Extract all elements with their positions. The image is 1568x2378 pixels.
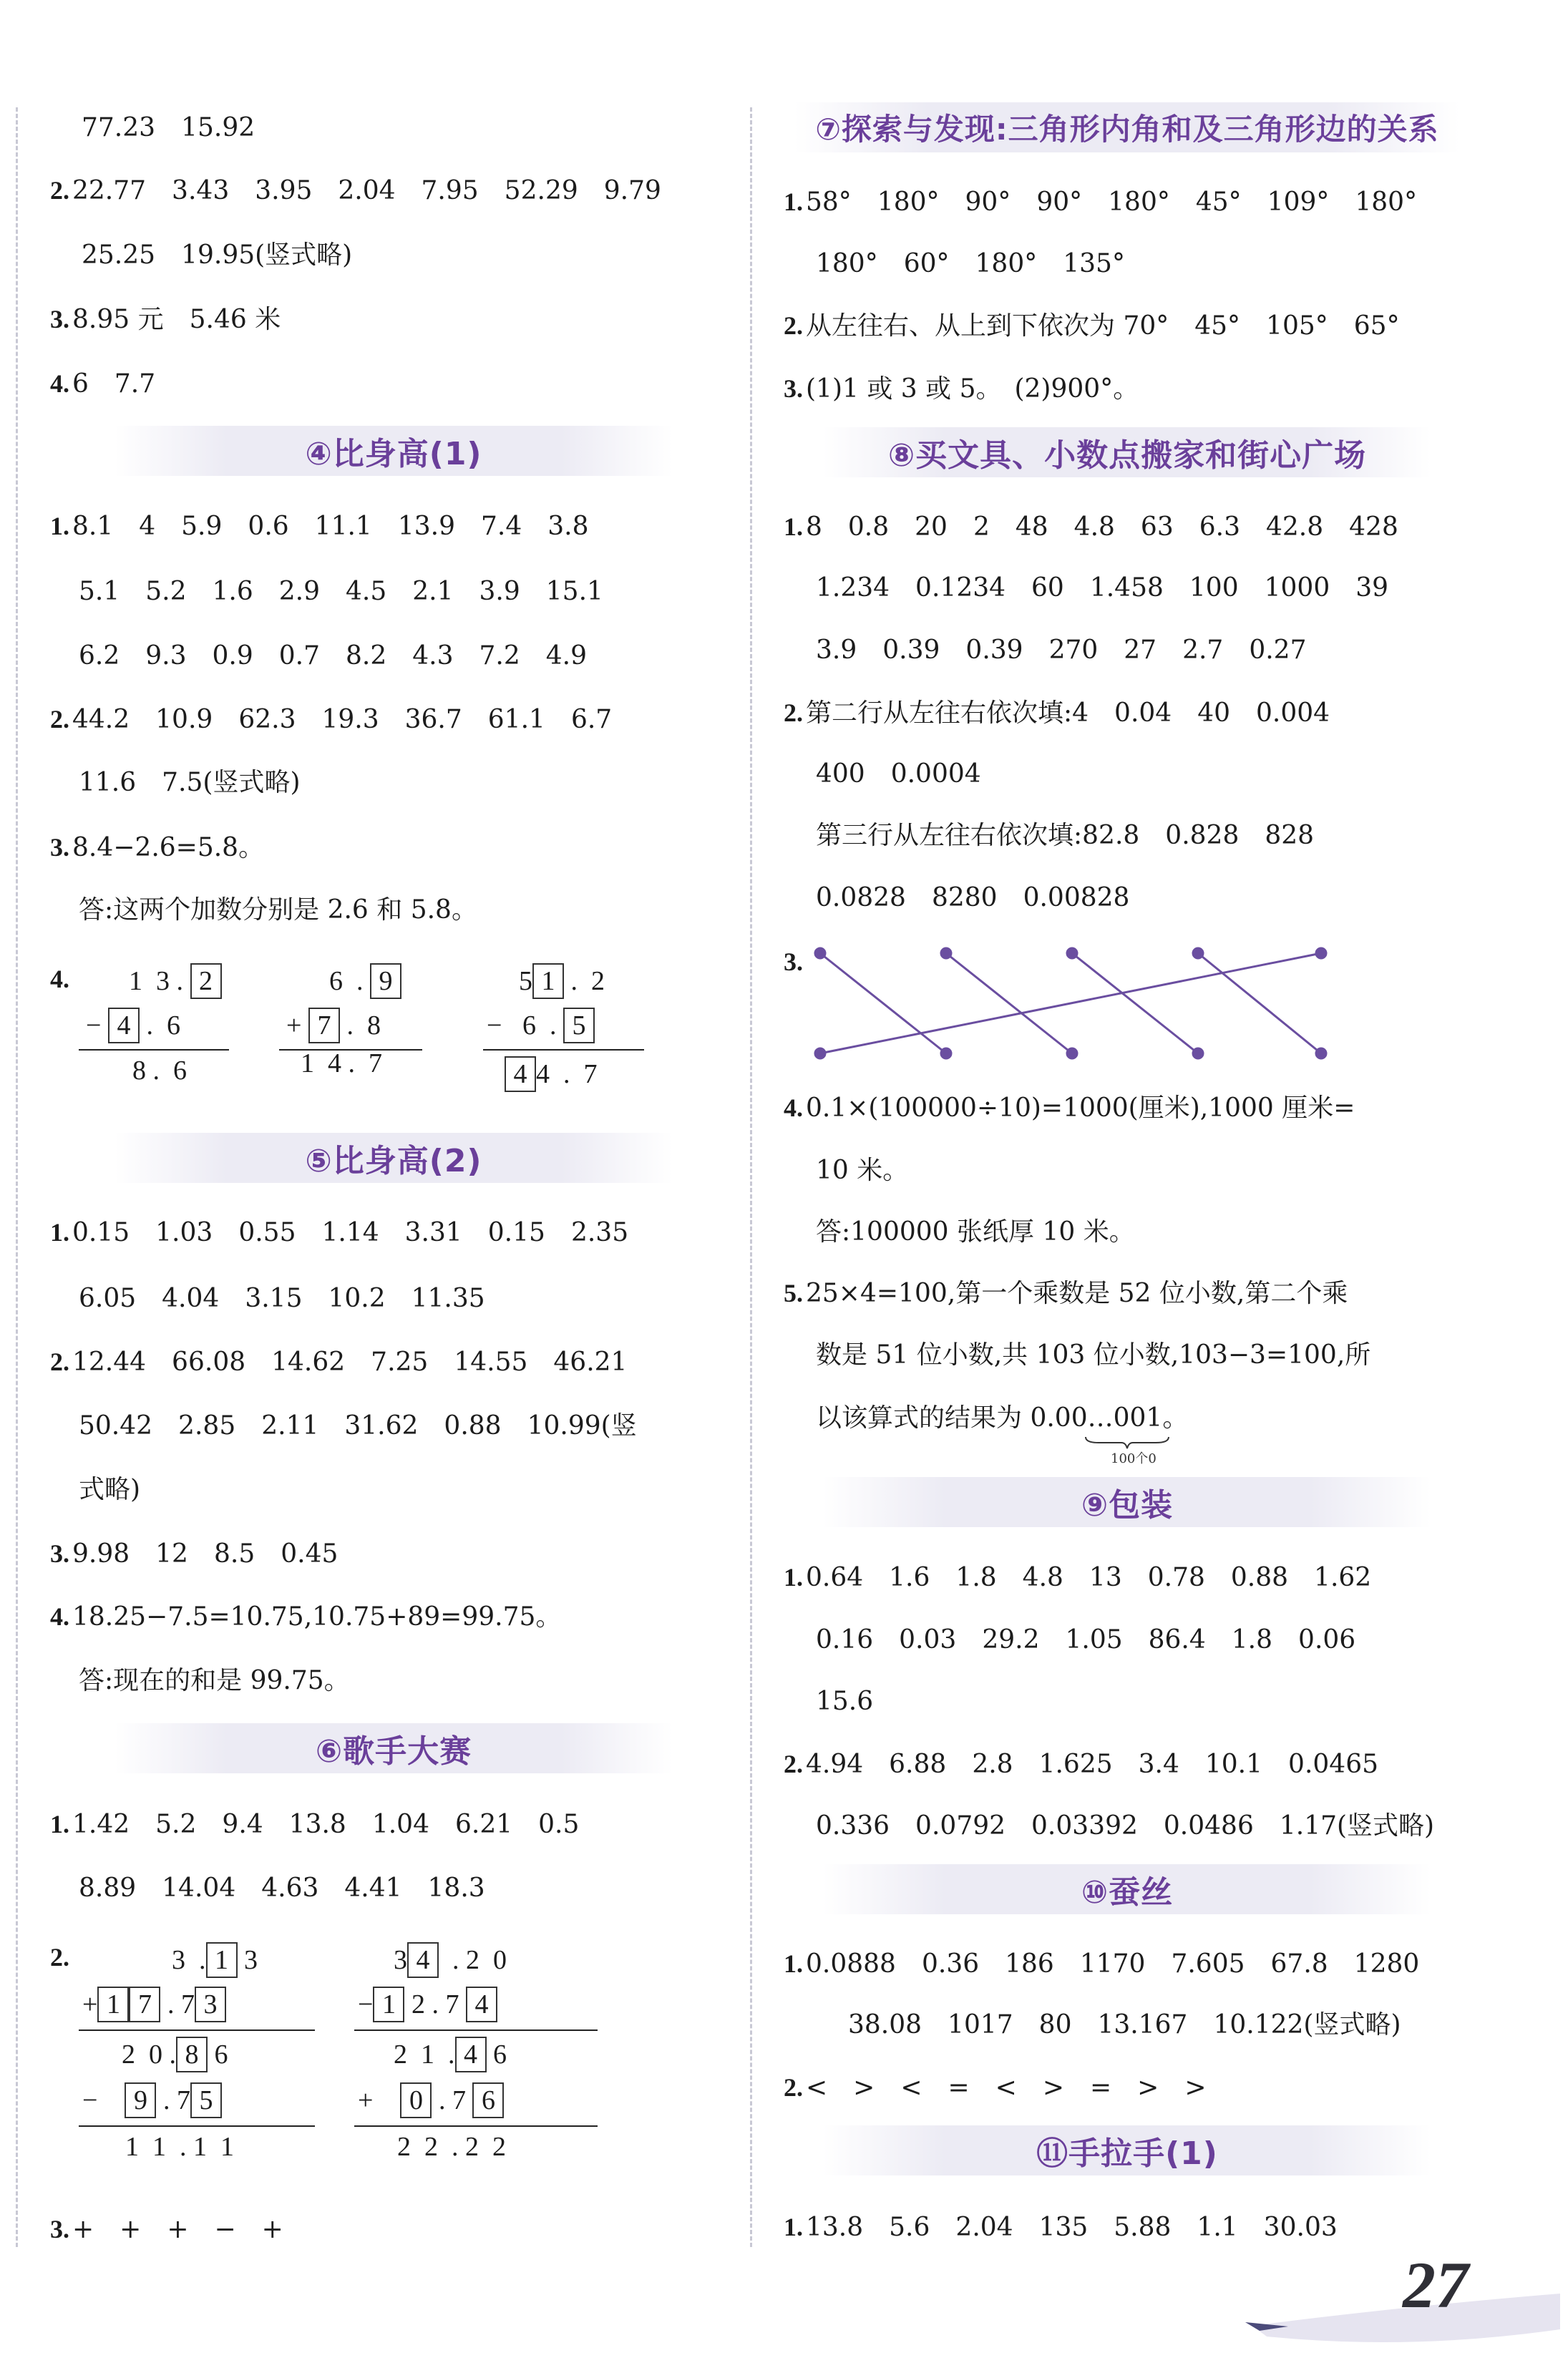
dot [1316, 1048, 1326, 1058]
answer-line: 1. 0.15 1.03 0.55 1.14 3.31 0.15 2.35 [50, 1218, 629, 1247]
question-number: 3. [784, 947, 803, 976]
answer-line: 3. 9.98 12 8.5 0.45 [50, 1539, 339, 1569]
answer-line: 答:100000 张纸厚 10 米。 [816, 1217, 1135, 1247]
section-heading: ④比身高(1) [115, 426, 673, 476]
answer-line: 3. + + + − + [50, 2215, 283, 2244]
answer-line: 180° 60° 180° 135° [816, 249, 1125, 278]
answer-line: 2. 22.77 3.43 3.95 2.04 7.95 52.29 9.79 [50, 176, 661, 205]
answer-line: 1. 0.0888 0.36 186 1170 7.605 67.8 1280 [784, 1949, 1420, 1979]
answer-line: 50.42 2.85 2.11 31.62 0.88 10.99(竖 [79, 1411, 637, 1441]
answer-box: 0 [400, 2082, 432, 2118]
dot [941, 948, 951, 958]
answer-box: 8 [176, 2037, 208, 2072]
answer-box: 3 [195, 1987, 226, 2022]
dot [815, 1048, 825, 1058]
answer-line: 4. 6 7.7 [50, 369, 156, 399]
section-heading: ⑦探索与发现:三角形内角和及三角形边的关系 [794, 102, 1460, 152]
section-heading: ⑩蚕丝 [823, 1864, 1431, 1914]
answer-line: 8.89 14.04 4.63 4.41 18.3 [79, 1873, 485, 1903]
answer-line: 4. 0.1×(100000÷10)=1000(厘米),1000 厘米= [784, 1093, 1355, 1123]
underbrace-label: 100个0 [1111, 1451, 1156, 1466]
dot [815, 948, 825, 958]
dot [1316, 948, 1326, 958]
answer-box: 4 [455, 2037, 487, 2072]
answer-box: 6 [472, 2082, 504, 2118]
answer-line: 2. 12.44 66.08 14.62 7.25 14.55 46.21 [50, 1348, 628, 1377]
answer-box: 1 [206, 1942, 238, 1978]
answer-box: 9 [370, 963, 401, 999]
answer-line: 2. 4.94 6.88 2.8 1.625 3.4 10.1 0.0465 [784, 1750, 1378, 1779]
answer-line: 0.0828 8280 0.00828 [816, 883, 1130, 912]
answer-line: 3.9 0.39 0.39 270 27 2.7 0.27 [816, 635, 1307, 665]
matching-line [820, 953, 946, 1053]
vertical-calculation: 3 . 1 3 + 1 7 . 7 3 2 0 . 8 6 − 9 . 7 5 1 1 . 1 1 [79, 1942, 322, 2185]
answer-box: 1 [532, 963, 564, 999]
answer-line: 1. 58° 180° 90° 90° 180° 45° 109° 180° [784, 187, 1418, 217]
dot [1067, 1048, 1077, 1058]
answer-line: 5.1 5.2 1.6 2.9 4.5 2.1 3.9 15.1 [79, 577, 603, 606]
vertical-calculation: 6 . 9 + 7 . 8 1 4 . 7 [279, 963, 437, 1092]
answer-line: 25.25 19.95(竖式略) [82, 240, 353, 270]
section-heading: ⑨包装 [823, 1477, 1431, 1527]
answer-line: 3. (1)1 或 3 或 5。 (2)900°。 [784, 374, 1139, 404]
answer-line: 1. 8 0.8 20 2 48 4.8 63 6.3 42.8 428 [784, 512, 1398, 542]
answer-line: 0.336 0.0792 0.03392 0.0486 1.17(竖式略) [816, 1811, 1435, 1841]
dot [1067, 948, 1077, 958]
answer-box: 2 [190, 963, 222, 999]
dot [941, 1048, 951, 1058]
answer-line: 式略) [79, 1475, 141, 1504]
matching-diagram [809, 937, 1353, 1066]
answer-line: 400 0.0004 [816, 759, 981, 789]
answer-box: 7 [129, 1987, 160, 2022]
vertical-calculation: 3 4 . 2 0 − 1 2 . 7 4 2 1 . 4 6 + 0 . 7 6 2 2 . 2 2 [354, 1942, 612, 2185]
answer-line: 数是 51 位小数,共 103 位小数,103−3=100,所 [816, 1340, 1371, 1370]
vertical-calculation: 1 3 . 2 − 4 . 6 8 . 6 [79, 963, 236, 1092]
question-number: 2. [50, 1943, 69, 1972]
answer-line: 3. 8.95 元 5.46 米 [50, 305, 281, 334]
answer-line: 38.08 1017 80 13.167 10.122(竖式略) [848, 2010, 1401, 2040]
answer-line: 2. < > < = < > = > > [784, 2073, 1207, 2102]
answer-box: 5 [190, 2082, 222, 2118]
underbrace [1084, 1436, 1170, 1450]
column-divider [750, 107, 752, 2247]
answer-line: 4. 18.25−7.5=10.75,10.75+89=99.75。 [50, 1602, 562, 1632]
matching-line [1072, 953, 1198, 1053]
dot [1193, 948, 1203, 958]
answer-line: 2. 从左往右、从上到下依次为 70° 45° 105° 65° [784, 311, 1400, 341]
matching-line [1198, 953, 1321, 1053]
answer-line: 2. 第二行从左往右依次填:4 0.04 40 0.004 [784, 698, 1330, 728]
answer-line: 1. 13.8 5.6 2.04 135 5.88 1.1 30.03 [784, 2213, 1338, 2242]
answer-line: 1. 0.64 1.6 1.8 4.8 13 0.78 0.88 1.62 [784, 1563, 1372, 1592]
page-number: 27 [1403, 2248, 1469, 2321]
matching-line [820, 953, 1321, 1053]
answer-line: 答:这两个加数分别是 2.6 和 5.8。 [79, 895, 477, 925]
vertical-calculation: 5 1 . 2 − 6 . 5 4 4 . 7 [483, 963, 655, 1099]
answer-line: 5. 25×4=100,第一个乘数是 52 位小数,第二个乘 [784, 1279, 1348, 1308]
answer-line: 以该算式的结果为 0.00…001。 [816, 1403, 1189, 1433]
section-heading: ⑤比身高(2) [115, 1133, 673, 1183]
section-heading: ⑧买文具、小数点搬家和街心广场 [823, 427, 1431, 477]
answer-line: 第三行从左往右依次填:82.8 0.828 828 [816, 821, 1315, 850]
answer-box: 4 [108, 1008, 140, 1043]
answer-box: 4 [407, 1942, 439, 1978]
answer-line: 10 米。 [816, 1156, 909, 1185]
answer-line: 11.6 7.5(竖式略) [79, 768, 301, 797]
answer-box: 1 [97, 1987, 129, 2022]
answer-line: 1.234 0.1234 60 1.458 100 1000 39 [816, 573, 1389, 603]
answer-box: 1 [373, 1987, 404, 2022]
answer-line: 3. 8.4−2.6=5.8。 [50, 833, 265, 862]
left-margin-line [16, 107, 18, 2247]
answer-line: 2. 44.2 10.9 62.3 19.3 36.7 61.1 6.7 [50, 705, 613, 734]
matching-line [946, 953, 1072, 1053]
answer-line: 15.6 [816, 1687, 874, 1716]
question-number: 4. [50, 965, 69, 993]
answer-line: 6.05 4.04 3.15 10.2 11.35 [79, 1284, 485, 1313]
answer-line: 1. 8.1 4 5.9 0.6 11.1 13.9 7.4 3.8 [50, 512, 589, 541]
answer-line: 1. 1.42 5.2 9.4 13.8 1.04 6.21 0.5 [50, 1810, 580, 1839]
dot [1193, 1048, 1203, 1058]
answer-box: 4 [466, 1987, 497, 2022]
answer-line: 0.16 0.03 29.2 1.05 86.4 1.8 0.06 [816, 1625, 1356, 1655]
answer-box: 4 [505, 1056, 536, 1092]
answer-box: 5 [563, 1008, 595, 1043]
answer-line: 6.2 9.3 0.9 0.7 8.2 4.3 7.2 4.9 [79, 641, 588, 671]
answer-line: 77.23 15.92 [82, 113, 255, 142]
answer-box: 7 [308, 1008, 340, 1043]
answer-box: 9 [125, 2082, 156, 2118]
section-heading: ⑥歌手大赛 [115, 1723, 673, 1773]
section-heading: ⑪手拉手(1) [823, 2125, 1431, 2175]
answer-line: 答:现在的和是 99.75。 [79, 1666, 350, 1695]
